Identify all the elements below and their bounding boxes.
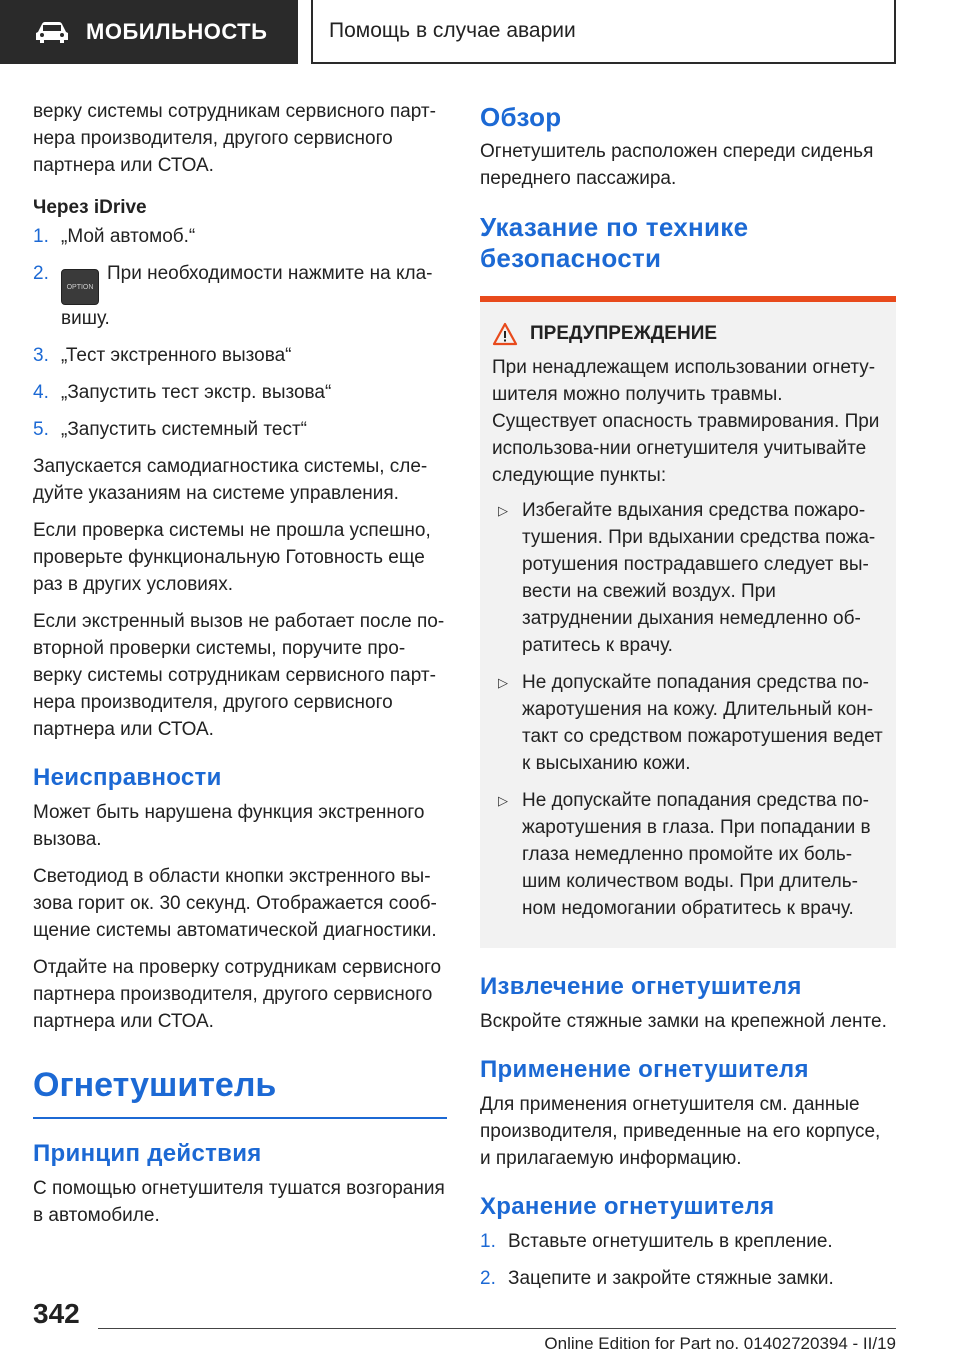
edition-text: Online Edition for Part no. 01402720394 - II/19 (544, 1334, 896, 1353)
chapter-header (311, 0, 896, 64)
list-item: 2. OPTIONПри необходимости нажмите на кла-вишу. (33, 263, 433, 329)
body-paragraph: Если экстренный вызов не работает после по-вторной проверки системы, поручите про-верку системы сотрудникам сервисного парт-нера производителя, другого сервисного партнера или СТОА. (33, 611, 445, 740)
list-item: ▷ Не допускайте попадания средства по-жаротушения на кожу. Длительный кон-такт со средством пожаротушения ведет к высыханию кожи. (486, 669, 890, 777)
faults-heading: Неисправности (33, 764, 222, 791)
body-paragraph: Отдайте на проверку сотрудникам сервисного партнера производителя, другого сервисного партнера или СТОА. (33, 957, 442, 1032)
page-number: 342 (33, 1298, 80, 1329)
extinguisher-heading: Огнетушитель (33, 1063, 447, 1119)
body-paragraph: Светодиод в области кнопки экстренного вы-зова горит ок. 30 секунд. Отображается сооб-щение системы автоматической диагностики. (33, 866, 437, 941)
removal-heading: Извлечение огнетушителя (480, 973, 802, 1000)
left-column (33, 98, 447, 1239)
list-item: ▷ Не допускайте попадания средства по-жаротушения в глаза. При попадании в глаза немедленно промойте их боль-шим количеством воды. При длитель-ном недомогании обратитесь к врачу. (486, 787, 890, 922)
body-paragraph: Вскройте стяжные замки на крепежной ленте. (480, 1011, 887, 1032)
triangle-bullet-icon: ▷ (498, 675, 508, 690)
body-paragraph: Для применения огнетушителя см. данные производителя, приведенные на его корпусе, и прилагаемую информацию. (480, 1094, 881, 1169)
body-paragraph: Если проверка системы не прошла успешно, проверьте функциональную Готовность еще раз в других условиях. (33, 520, 431, 595)
idrive-steps (33, 223, 447, 443)
section-header (0, 0, 298, 64)
car-icon (34, 20, 70, 44)
body-paragraph: Может быть нарушена функция экстренного вызова. (33, 802, 425, 850)
triangle-bullet-icon: ▷ (498, 793, 508, 808)
list-item: 5. „Запустить системный тест“ (33, 419, 307, 440)
list-item: 1. „Мой автомоб.“ (33, 226, 196, 247)
use-heading: Применение огнетушителя (480, 1056, 809, 1083)
warning-text: При ненадлежащем использовании огнету-шителя можно получить травмы. Существует опасность травмирования. При использова-нии огнетушителя учитывайте следующие пункты: (492, 357, 880, 486)
section-title: МОБИЛЬНОСТЬ (86, 19, 268, 44)
warning-box (480, 296, 896, 948)
body-paragraph: Запускается самодиагностика системы, сле-дуйте указаниям на системе управления. (33, 456, 428, 504)
overview-heading: Обзор (480, 102, 562, 132)
warning-title: ПРЕДУПРЕЖДЕНИЕ (530, 323, 718, 344)
storage-heading: Хранение огнетушителя (480, 1193, 775, 1220)
list-item: 3. „Тест экстренного вызова“ (33, 345, 292, 366)
intro-paragraph: верку системы сотрудникам сервисного парт-нера производителя, другого сервисного партнера или СТОА. (33, 101, 436, 176)
right-column (480, 102, 896, 1302)
body-paragraph: Огнетушитель расположен спереди сиденья переднего пассажира. (480, 141, 874, 189)
chapter-title: Помощь в случае аварии (329, 19, 576, 42)
triangle-bullet-icon: ▷ (498, 503, 508, 518)
option-key-icon: OPTION (61, 269, 99, 305)
body-paragraph: С помощью огнетушителя тушатся возгорания в автомобиле. (33, 1178, 445, 1226)
safety-heading: Указание по технике безопасности (480, 212, 749, 273)
footer-divider (98, 1328, 896, 1329)
list-item: 4. „Запустить тест экстр. вызова“ (33, 382, 332, 403)
list-item: ▷ Избегайте вдыхания средства пожаро-тушения. При вдыхании средства пожа-ротушения пострадавшего следует вы-вести на свежий воздух. При затруднении дыхания немедленно об-ратитесь к врачу. (486, 497, 890, 659)
list-item: 2. Зацепите и закройте стяжные замки. (480, 1268, 834, 1289)
via-idrive-heading: Через iDrive (33, 197, 147, 218)
list-item: 1. Вставьте огнетушитель в крепление. (480, 1231, 833, 1252)
principle-heading: Принцип действия (33, 1140, 262, 1167)
storage-steps (480, 1228, 896, 1292)
warning-triangle-icon (492, 322, 518, 346)
